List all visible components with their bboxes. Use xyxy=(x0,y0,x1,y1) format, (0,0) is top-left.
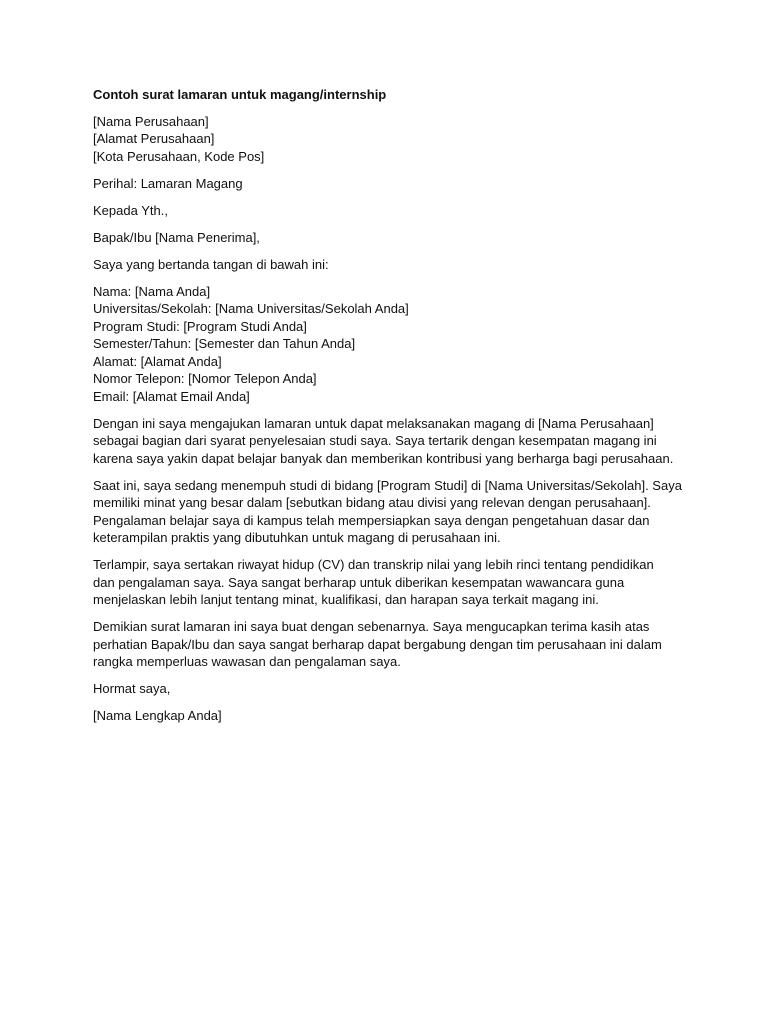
paragraph-line: Dengan ini saya mengajukan lamaran untuk dapat melaksanakan magang di [Nama Perusahaan] xyxy=(93,415,654,431)
detail-name: Nama: [Nama Anda] xyxy=(93,283,211,299)
paragraph-line: Demikian surat lamaran ini saya buat dengan sebenarnya. Saya mengucapkan terima kasih atas xyxy=(93,619,650,634)
document-title: Contoh surat lamaran untuk magang/internship xyxy=(93,87,387,102)
paragraph-line: rangka memperluas wawasan dan pengalaman saya. xyxy=(93,654,401,669)
salutation-line: Kepada Yth., xyxy=(93,202,168,218)
paragraph-line: Saat ini, saya sedang menempuh studi di bidang [Program Studi] di [Nama Universitas/Sekolah]. Saya xyxy=(93,477,682,493)
detail-program: Program Studi: [Program Studi Anda] xyxy=(93,318,307,334)
detail-semester: Semester/Tahun: [Semester dan Tahun Anda] xyxy=(93,336,356,351)
company-city: [Kota Perusahaan, Kode Pos] xyxy=(93,148,265,164)
letter-page xyxy=(93,86,683,734)
applicant-details xyxy=(93,283,683,406)
paragraph-line: memiliki minat yang besar dalam [sebutkan bidang atau divisi yang relevan dengan perusahaan]. xyxy=(93,495,651,510)
paragraph-line: sebagai bagian dari syarat penyelesaian studi saya. Saya tertarik dengan kesempatan magang ini xyxy=(93,433,657,448)
paragraph-line: Pengalaman belajar saya di kampus telah mempersiapkan saya dengan pengetahuan dasar dan xyxy=(93,512,650,528)
body-paragraph-1 xyxy=(93,415,683,468)
intro-line: Saya yang bertanda tangan di bawah ini: xyxy=(93,256,329,272)
body-paragraph-4 xyxy=(93,618,683,671)
paragraph-line: Terlampir, saya sertakan riwayat hidup (CV) dan transkrip nilai yang lebih rinci tentang pendidikan xyxy=(93,557,654,572)
paragraph-line: keterampilan praktis yang dibutuhkan untuk magang di perusahaan ini. xyxy=(93,530,501,545)
subject-line: Perihal: Lamaran Magang xyxy=(93,175,243,191)
closing-line: Hormat saya, xyxy=(93,681,171,696)
detail-address: Alamat: [Alamat Anda] xyxy=(93,353,222,369)
company-name: [Nama Perusahaan] xyxy=(93,113,209,129)
detail-email: Email: [Alamat Email Anda] xyxy=(93,388,250,404)
company-address-block xyxy=(93,113,683,166)
signature-name: [Nama Lengkap Anda] xyxy=(93,708,222,723)
body-paragraph-3 xyxy=(93,556,683,609)
company-address: [Alamat Perusahaan] xyxy=(93,131,215,146)
recipient-line: Bapak/Ibu [Nama Penerima], xyxy=(93,229,260,245)
body-paragraph-2 xyxy=(93,477,683,547)
paragraph-line: dan pengalaman saya. Saya sangat berharap untuk diberikan kesempatan wawancara guna xyxy=(93,574,625,590)
paragraph-line: perhatian Bapak/Ibu dan saya sangat berharap dapat bergabung dengan tim perusahaan ini dalam xyxy=(93,636,662,652)
paragraph-line: karena saya yakin dapat belajar banyak dan memberikan kontribusi yang berharga bagi perusahaan. xyxy=(93,450,674,466)
detail-phone: Nomor Telepon: [Nomor Telepon Anda] xyxy=(93,371,317,386)
paragraph-line: menjelaskan lebih lanjut tentang minat, kualifikasi, dan harapan saya terkait magang ini. xyxy=(93,592,599,607)
detail-university: Universitas/Sekolah: [Nama Universitas/Sekolah Anda] xyxy=(93,301,409,316)
